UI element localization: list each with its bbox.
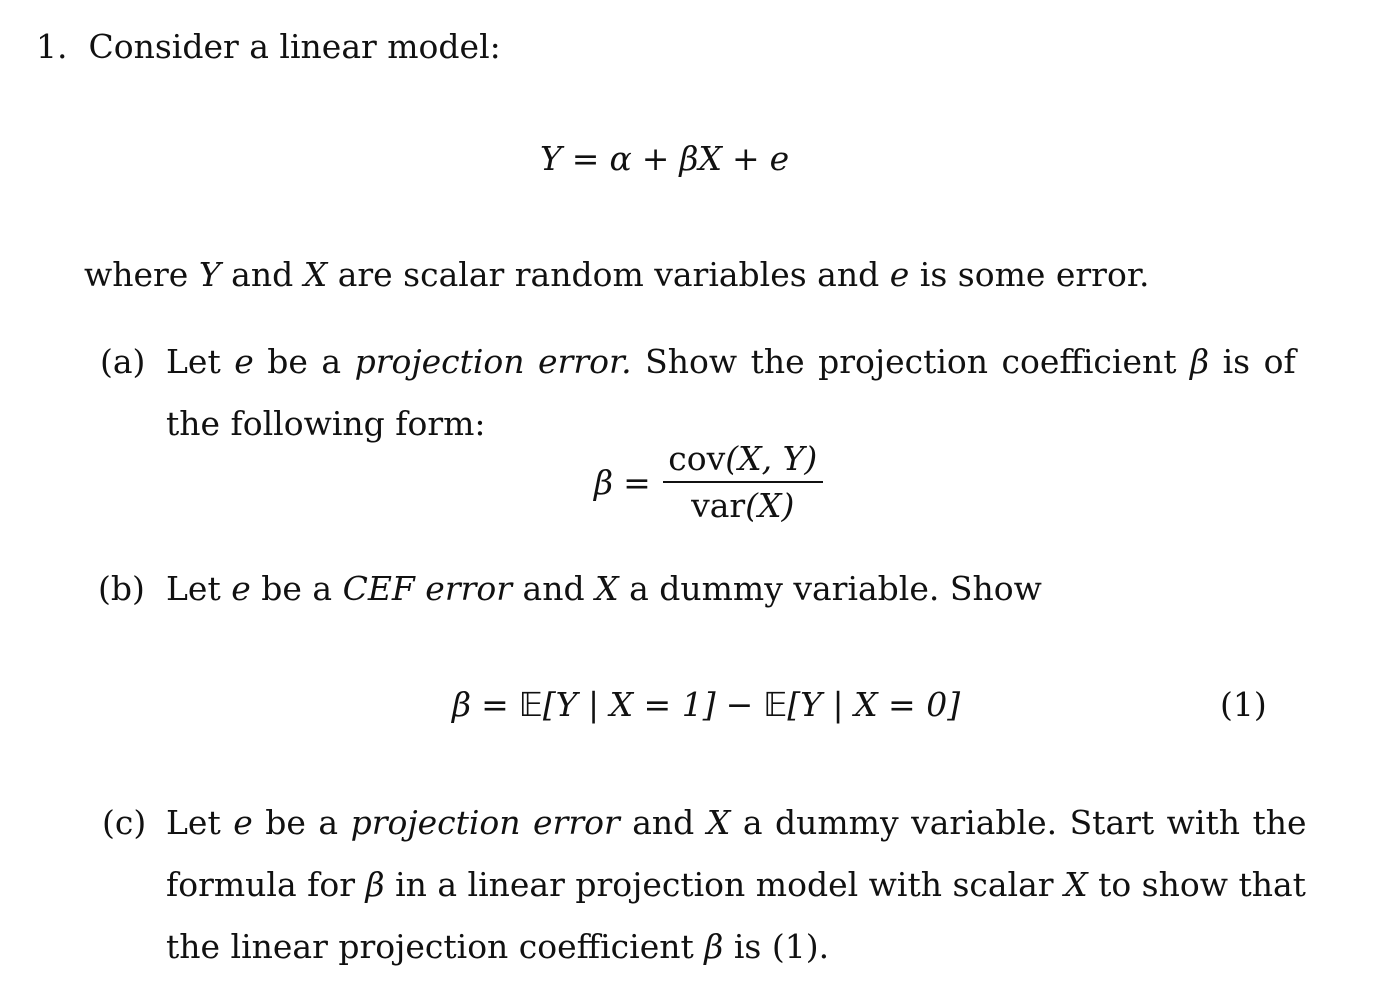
text: is of bbox=[1222, 342, 1296, 381]
var-x: X bbox=[595, 569, 619, 608]
expectation-arg: [Y | X = 0] bbox=[787, 685, 961, 724]
expectation-symbol: 𝔼 bbox=[763, 685, 788, 724]
part-b-label: (b) bbox=[98, 569, 145, 608]
fraction-denominator bbox=[691, 483, 795, 525]
part-c-line-3 bbox=[166, 927, 830, 966]
formula-beta: β bbox=[452, 685, 472, 724]
emphasis: projection error bbox=[350, 803, 620, 842]
fraction-numerator bbox=[666, 439, 819, 481]
expectation-symbol: 𝔼 bbox=[518, 685, 543, 724]
eq-beta: β bbox=[679, 139, 699, 178]
text: a dummy variable. Show bbox=[629, 569, 1042, 608]
var-e: e bbox=[231, 569, 251, 608]
text: be a bbox=[261, 569, 333, 608]
text: is some error. bbox=[919, 255, 1150, 294]
part-a-line-2: the following form: bbox=[166, 404, 486, 443]
part-c-line-2 bbox=[166, 865, 1306, 904]
emphasis: projection error. bbox=[354, 342, 632, 381]
var-args: (X) bbox=[745, 486, 795, 525]
eq-var-y: Y bbox=[540, 139, 562, 178]
problem-intro: Consider a linear model: bbox=[88, 27, 501, 66]
text: Let bbox=[166, 803, 221, 842]
eq-plus: + bbox=[731, 139, 760, 178]
beta-expectation-formula bbox=[452, 685, 961, 724]
cov-function: cov bbox=[668, 439, 726, 478]
where-sentence bbox=[84, 255, 1150, 294]
eq-var-e: e bbox=[769, 139, 790, 178]
equation-number: (1) bbox=[1220, 685, 1267, 724]
text: formula for bbox=[166, 865, 355, 904]
formula-beta: β bbox=[594, 462, 614, 502]
text: be a bbox=[265, 803, 339, 842]
part-a-label: (a) bbox=[100, 342, 146, 381]
var-x: X bbox=[706, 803, 731, 842]
beta-cov-var-formula bbox=[594, 439, 823, 525]
text: in a linear projection model with scalar bbox=[395, 865, 1054, 904]
expectation-arg: [Y | X = 1] bbox=[542, 685, 716, 724]
var-function: var bbox=[691, 486, 746, 525]
part-b-line bbox=[166, 569, 1042, 608]
formula-minus: − bbox=[725, 685, 754, 724]
var-e: e bbox=[233, 803, 253, 842]
var-y: Y bbox=[198, 255, 221, 294]
problem-number: 1. bbox=[36, 27, 68, 66]
part-a-line-1 bbox=[166, 342, 1296, 381]
eq-var-x: X bbox=[698, 139, 722, 178]
text: Let bbox=[166, 569, 221, 608]
text: is (1). bbox=[733, 927, 830, 966]
text: are scalar random variables and bbox=[337, 255, 880, 294]
text: be a bbox=[267, 342, 342, 381]
formula-equals: = bbox=[481, 685, 509, 724]
text: and bbox=[231, 255, 294, 294]
eq-equals: = bbox=[571, 139, 600, 178]
model-equation bbox=[540, 139, 790, 178]
part-c-label: (c) bbox=[102, 803, 147, 842]
text: Let bbox=[166, 342, 221, 381]
text: and bbox=[522, 569, 585, 608]
text: and bbox=[632, 803, 695, 842]
var-beta: β bbox=[1190, 342, 1210, 381]
text: a dummy variable. Start with the bbox=[742, 803, 1307, 842]
text: Show the projection coefficient bbox=[645, 342, 1177, 381]
var-e: e bbox=[234, 342, 254, 381]
eq-alpha: α bbox=[609, 139, 632, 178]
text: to show that bbox=[1098, 865, 1306, 904]
var-x: X bbox=[303, 255, 328, 294]
text: the linear projection coefficient bbox=[166, 927, 694, 966]
eq-plus: + bbox=[641, 139, 670, 178]
fraction bbox=[663, 439, 823, 525]
formula-equals: = bbox=[623, 462, 651, 502]
var-beta: β bbox=[365, 865, 385, 904]
var-beta: β bbox=[704, 927, 724, 966]
cov-args: (X, Y) bbox=[725, 439, 818, 478]
text: where bbox=[84, 255, 189, 294]
var-e: e bbox=[889, 255, 910, 294]
var-x: X bbox=[1064, 865, 1088, 904]
problem-heading bbox=[36, 27, 501, 66]
emphasis: CEF error bbox=[342, 569, 513, 608]
part-c-line-1 bbox=[166, 803, 1307, 842]
